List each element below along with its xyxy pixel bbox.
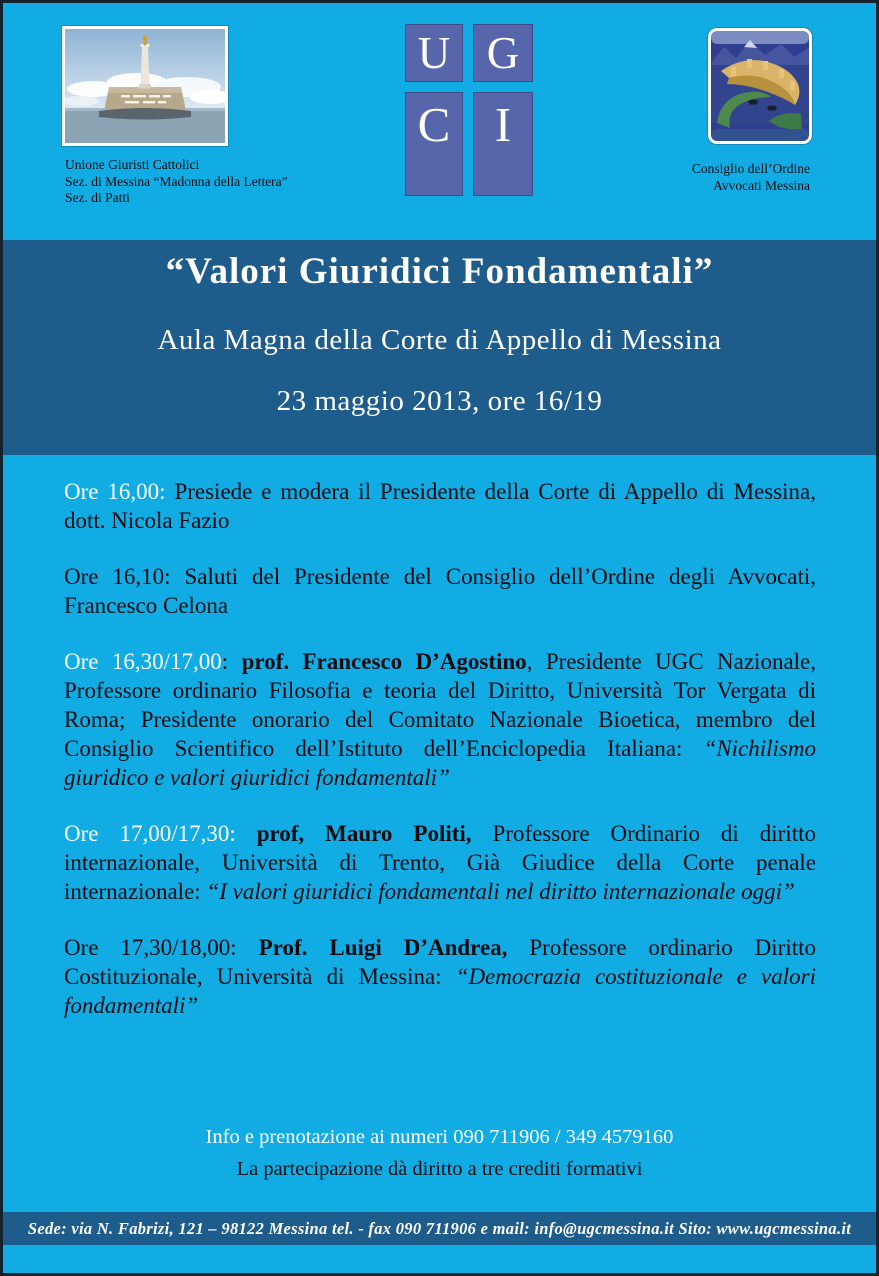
schedule-segment-normal: : [221,649,242,674]
messina-medieval-map-art [711,31,809,141]
schedule [64,477,816,1047]
column [141,46,150,87]
logo-letter: C [417,97,451,152]
footer-contact-text: Sede: via N. Fabrizi, 121 – 98122 Messina tel. - fax 090 711906 e mail: info@ugcmessina.it Sito: www.ugcmessina.it [27,1219,852,1238]
info-booking-line: Info e prenotazione ai numeri 090 711906 / 349 4579160 [205,1126,674,1148]
caption-line: Consiglio dell’Ordine [691,161,810,176]
schedule-segment-time-dark: Ore 16,10: [64,564,185,589]
caption-line: Unione Giuristi Cattolici [65,157,200,172]
ugci-logo [405,24,533,196]
logo-letter: G [486,28,520,78]
left-caption [65,157,288,207]
caption-line: Avvocati Messina [713,177,810,193]
schedule-segment-normal: Saluti del Presidente del Consiglio dell’Ordine degli Avvocati, Francesco Celona [64,564,816,618]
event-title: “Valori Giuridici Fondamentali” [165,251,714,292]
title-band [0,240,879,455]
schedule-segment-italic: “Nichilismo giuridico e valori giuridici fondamentali” [64,736,816,790]
schedule-entry [64,933,816,1020]
logo-box-u [405,24,463,82]
schedule-segment-time-white: Ore 17,00/17,30: [64,821,257,846]
schedule-segment-italic: “I valori giuridici fondamentali nel diritto internazionale oggi” [206,879,795,904]
schedule-segment-italic: “Democrazia costituzionale e valori fondamentali” [64,964,817,1018]
event-date: 23 maggio 2013, ore 16/19 [276,385,603,417]
schedule-segment-normal: , Presidente UGC Nazionale, Professore ordinario Filosofia e teoria del Diritto, Università Tor Vergata di Roma; Presidente onorario del Comitato Nazionale Bioetica, membro del Consiglio Scientifico dell’Istituto dell’Enciclopedia Italiana: [64,649,816,761]
info-credits-line: La partecipazione dà diritto a tre crediti formativi [236,1157,643,1180]
schedule-segment-time-white: Ore 16,00: [64,479,175,504]
caption-line: Sez. di Messina “Madonna della Lettera” [65,173,288,189]
schedule-segment-time-white: Ore 16,30/17,00 [64,649,222,674]
schedule-segment-normal: Professore Ordinario di diritto internazionale, Università di Trento, Già Giudice della Corte penale internazionale: [64,821,816,904]
schedule-segment-bold: Prof. Luigi D’Andrea, [258,935,508,960]
schedule-segment-time-dark: Ore 17,30/18,00: [64,935,259,960]
schedule-entry [64,477,816,535]
madonnina-harbor-photo-art [65,29,225,143]
logo-box-i [473,92,533,196]
madonnina-harbor-photo [62,26,228,146]
schedule-segment-bold: prof, Mauro Politi, [256,821,472,846]
schedule-entry [64,819,816,906]
right-caption [640,161,810,194]
schedule-entry [64,647,816,792]
schedule-segment-bold: prof. Francesco D’Agostino [241,649,527,674]
event-venue: Aula Magna della Corte di Appello di Messina [157,324,722,356]
info-block [0,1122,879,1185]
rocks [99,108,191,120]
schedule-entry [64,562,816,620]
logo-box-g [473,24,533,82]
logo-letter: I [494,97,512,152]
messina-medieval-map-painting [708,28,812,144]
schedule-segment-normal: Professore ordinario Diritto Costituzionale, Università di Messina: [64,935,816,989]
footer-bar [0,1212,879,1245]
logo-letter: U [417,28,451,78]
logo-box-c [405,92,463,196]
caption-line: Sez. di Patti [65,190,130,205]
sky-band [711,31,809,44]
schedule-segment-normal: Presiede e modera il Presidente della Corte di Appello di Messina, dott. Nicola Fazio [64,479,816,533]
